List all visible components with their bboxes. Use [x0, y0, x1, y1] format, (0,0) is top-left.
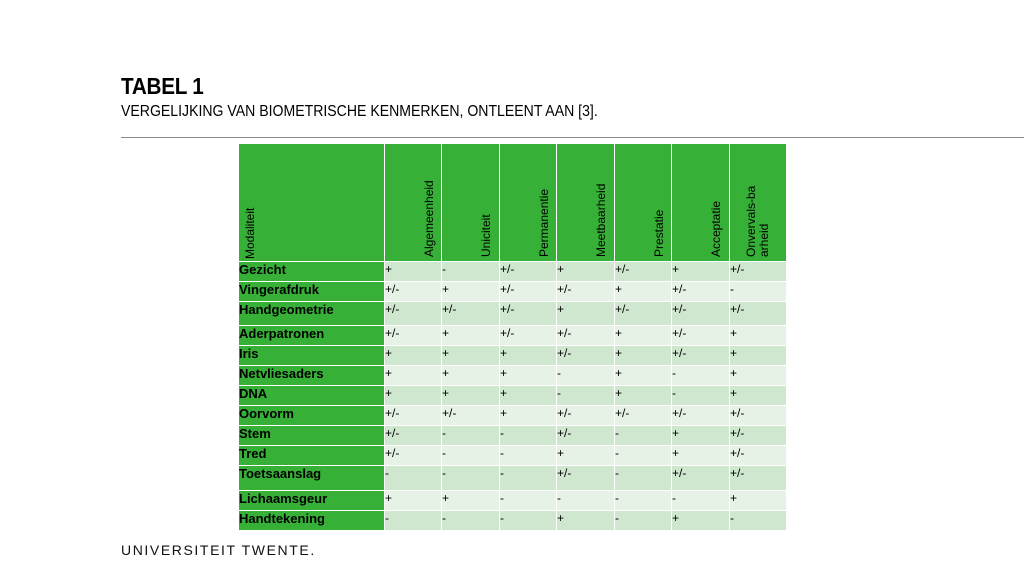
table-cell: - [730, 282, 787, 302]
table-cell: - [615, 466, 672, 491]
table-cell: +/- [730, 426, 787, 446]
table-cell: - [442, 426, 500, 446]
table-cell: - [442, 262, 500, 282]
table-cell: +/- [730, 262, 787, 282]
table-cell: +/- [730, 302, 787, 326]
column-header-modaliteit [239, 144, 385, 262]
table-cell: + [615, 346, 672, 366]
table-cell: - [730, 511, 787, 531]
table-cell: + [615, 366, 672, 386]
table-cell: + [500, 346, 557, 366]
table-cell: +/- [500, 302, 557, 326]
column-header-label: Modaliteit [243, 207, 257, 259]
table-cell: + [557, 446, 615, 466]
table-cell: +/- [730, 406, 787, 426]
table-row [239, 446, 787, 466]
table-row [239, 326, 787, 346]
table-row [239, 262, 787, 282]
table-cell: +/- [557, 466, 615, 491]
table-cell: + [442, 366, 500, 386]
table-cell: +/- [557, 326, 615, 346]
table-cell: +/- [615, 406, 672, 426]
table-cell: +/- [730, 466, 787, 491]
table-cell: - [615, 426, 672, 446]
table-row [239, 302, 787, 326]
row-label: Handgeometrie [239, 302, 385, 326]
row-label: Iris [239, 346, 385, 366]
table-cell: - [672, 386, 730, 406]
row-label: Toetsaanslag [239, 466, 385, 491]
table-cell: - [615, 446, 672, 466]
table-cell: +/- [385, 282, 442, 302]
table-cell: +/- [557, 406, 615, 426]
table-cell: + [730, 386, 787, 406]
table-cell: + [615, 326, 672, 346]
table-cell: + [500, 406, 557, 426]
table-cell: +/- [385, 406, 442, 426]
title-divider [121, 137, 1024, 138]
table-row [239, 426, 787, 446]
table-cell: +/- [442, 302, 500, 326]
column-header-acceptatie [672, 144, 730, 262]
row-label: DNA [239, 386, 385, 406]
table-cell: + [442, 282, 500, 302]
table-cell: - [500, 466, 557, 491]
table-row [239, 346, 787, 366]
table-cell: +/- [672, 282, 730, 302]
table-cell: - [615, 491, 672, 511]
column-header-label: Algemeenheid [422, 180, 436, 257]
table-cell: +/- [672, 346, 730, 366]
table-body [239, 262, 787, 531]
row-label: Stem [239, 426, 385, 446]
table-row [239, 282, 787, 302]
table-cell: +/- [672, 326, 730, 346]
column-header-permanentie [500, 144, 557, 262]
row-label: Oorvorm [239, 406, 385, 426]
row-label: Handtekening [239, 511, 385, 531]
table-cell: +/- [500, 282, 557, 302]
table-cell: - [442, 466, 500, 491]
table-cell: + [385, 366, 442, 386]
table-cell: + [730, 346, 787, 366]
table-cell: +/- [557, 426, 615, 446]
table-cell: + [557, 262, 615, 282]
table-cell: + [672, 426, 730, 446]
table-cell: + [442, 491, 500, 511]
table-cell: + [500, 386, 557, 406]
table-cell: + [385, 491, 442, 511]
table-cell: - [672, 366, 730, 386]
table-cell: + [385, 346, 442, 366]
table-cell: + [442, 386, 500, 406]
table-cell: +/- [442, 406, 500, 426]
table-cell: + [672, 262, 730, 282]
table-cell: + [672, 446, 730, 466]
table-cell: + [442, 346, 500, 366]
column-header-prestatie [615, 144, 672, 262]
row-label: Netvliesaders [239, 366, 385, 386]
table-header-row [239, 144, 787, 262]
row-label: Gezicht [239, 262, 385, 282]
column-header-meetbaarheid [557, 144, 615, 262]
column-header-uniciteit [442, 144, 500, 262]
column-header-label: Onvervals-baarheid [744, 185, 771, 257]
table-row [239, 466, 787, 491]
row-label: Tred [239, 446, 385, 466]
column-header-label: Permanentie [537, 188, 551, 257]
table-cell: - [385, 511, 442, 531]
table-cell: - [442, 511, 500, 531]
table-cell: - [500, 446, 557, 466]
biometric-comparison-table [238, 143, 787, 531]
table-cell: +/- [730, 446, 787, 466]
slide-subtitle: VERGELIJKING VAN BIOMETRISCHE KENMERKEN, ONTLEENT AAN [3]. [121, 103, 598, 120]
column-header-label: Prestatie [652, 209, 666, 257]
row-label: Aderpatronen [239, 326, 385, 346]
row-label: Lichaamsgeur [239, 491, 385, 511]
table-cell: +/- [672, 302, 730, 326]
table-cell: +/- [557, 346, 615, 366]
column-header-label: Meetbaarheid [594, 183, 608, 257]
table-cell: + [557, 511, 615, 531]
table-cell: + [672, 511, 730, 531]
table-cell: + [730, 366, 787, 386]
column-header-label: Acceptatie [709, 200, 723, 257]
table-cell: +/- [385, 302, 442, 326]
table-cell: +/- [672, 466, 730, 491]
table-cell: +/- [385, 426, 442, 446]
university-logo: UNIVERSITEIT TWENTE. [121, 542, 316, 558]
table-cell: - [557, 366, 615, 386]
table-cell: - [557, 491, 615, 511]
table-cell: - [500, 491, 557, 511]
table-cell: +/- [385, 326, 442, 346]
table-cell: + [730, 326, 787, 346]
table-cell: + [442, 326, 500, 346]
table-cell: - [672, 491, 730, 511]
table-cell: +/- [500, 326, 557, 346]
table-cell: + [500, 366, 557, 386]
table-cell: - [442, 446, 500, 466]
table-cell: + [730, 491, 787, 511]
table-cell: - [557, 386, 615, 406]
column-header-onvervalsbaarheid [730, 144, 787, 262]
table-cell: + [385, 262, 442, 282]
column-header-label: Uniciteit [479, 214, 493, 257]
table-cell: +/- [615, 302, 672, 326]
slide-title: TABEL 1 [121, 73, 204, 99]
table-cell: + [615, 282, 672, 302]
table-cell: +/- [385, 446, 442, 466]
table-cell: +/- [500, 262, 557, 282]
table-cell: +/- [557, 282, 615, 302]
table-cell: + [385, 386, 442, 406]
table-row [239, 491, 787, 511]
row-label: Vingerafdruk [239, 282, 385, 302]
table-row [239, 511, 787, 531]
comparison-table-container [238, 143, 787, 531]
table-row [239, 366, 787, 386]
table-cell: - [500, 426, 557, 446]
column-header-algemeenheid [385, 144, 442, 262]
table-cell: + [557, 302, 615, 326]
table-row [239, 406, 787, 426]
table-cell: - [615, 511, 672, 531]
table-cell: +/- [615, 262, 672, 282]
table-cell: +/- [672, 406, 730, 426]
table-cell: - [500, 511, 557, 531]
table-cell: + [615, 386, 672, 406]
table-cell: - [385, 466, 442, 491]
table-row [239, 386, 787, 406]
